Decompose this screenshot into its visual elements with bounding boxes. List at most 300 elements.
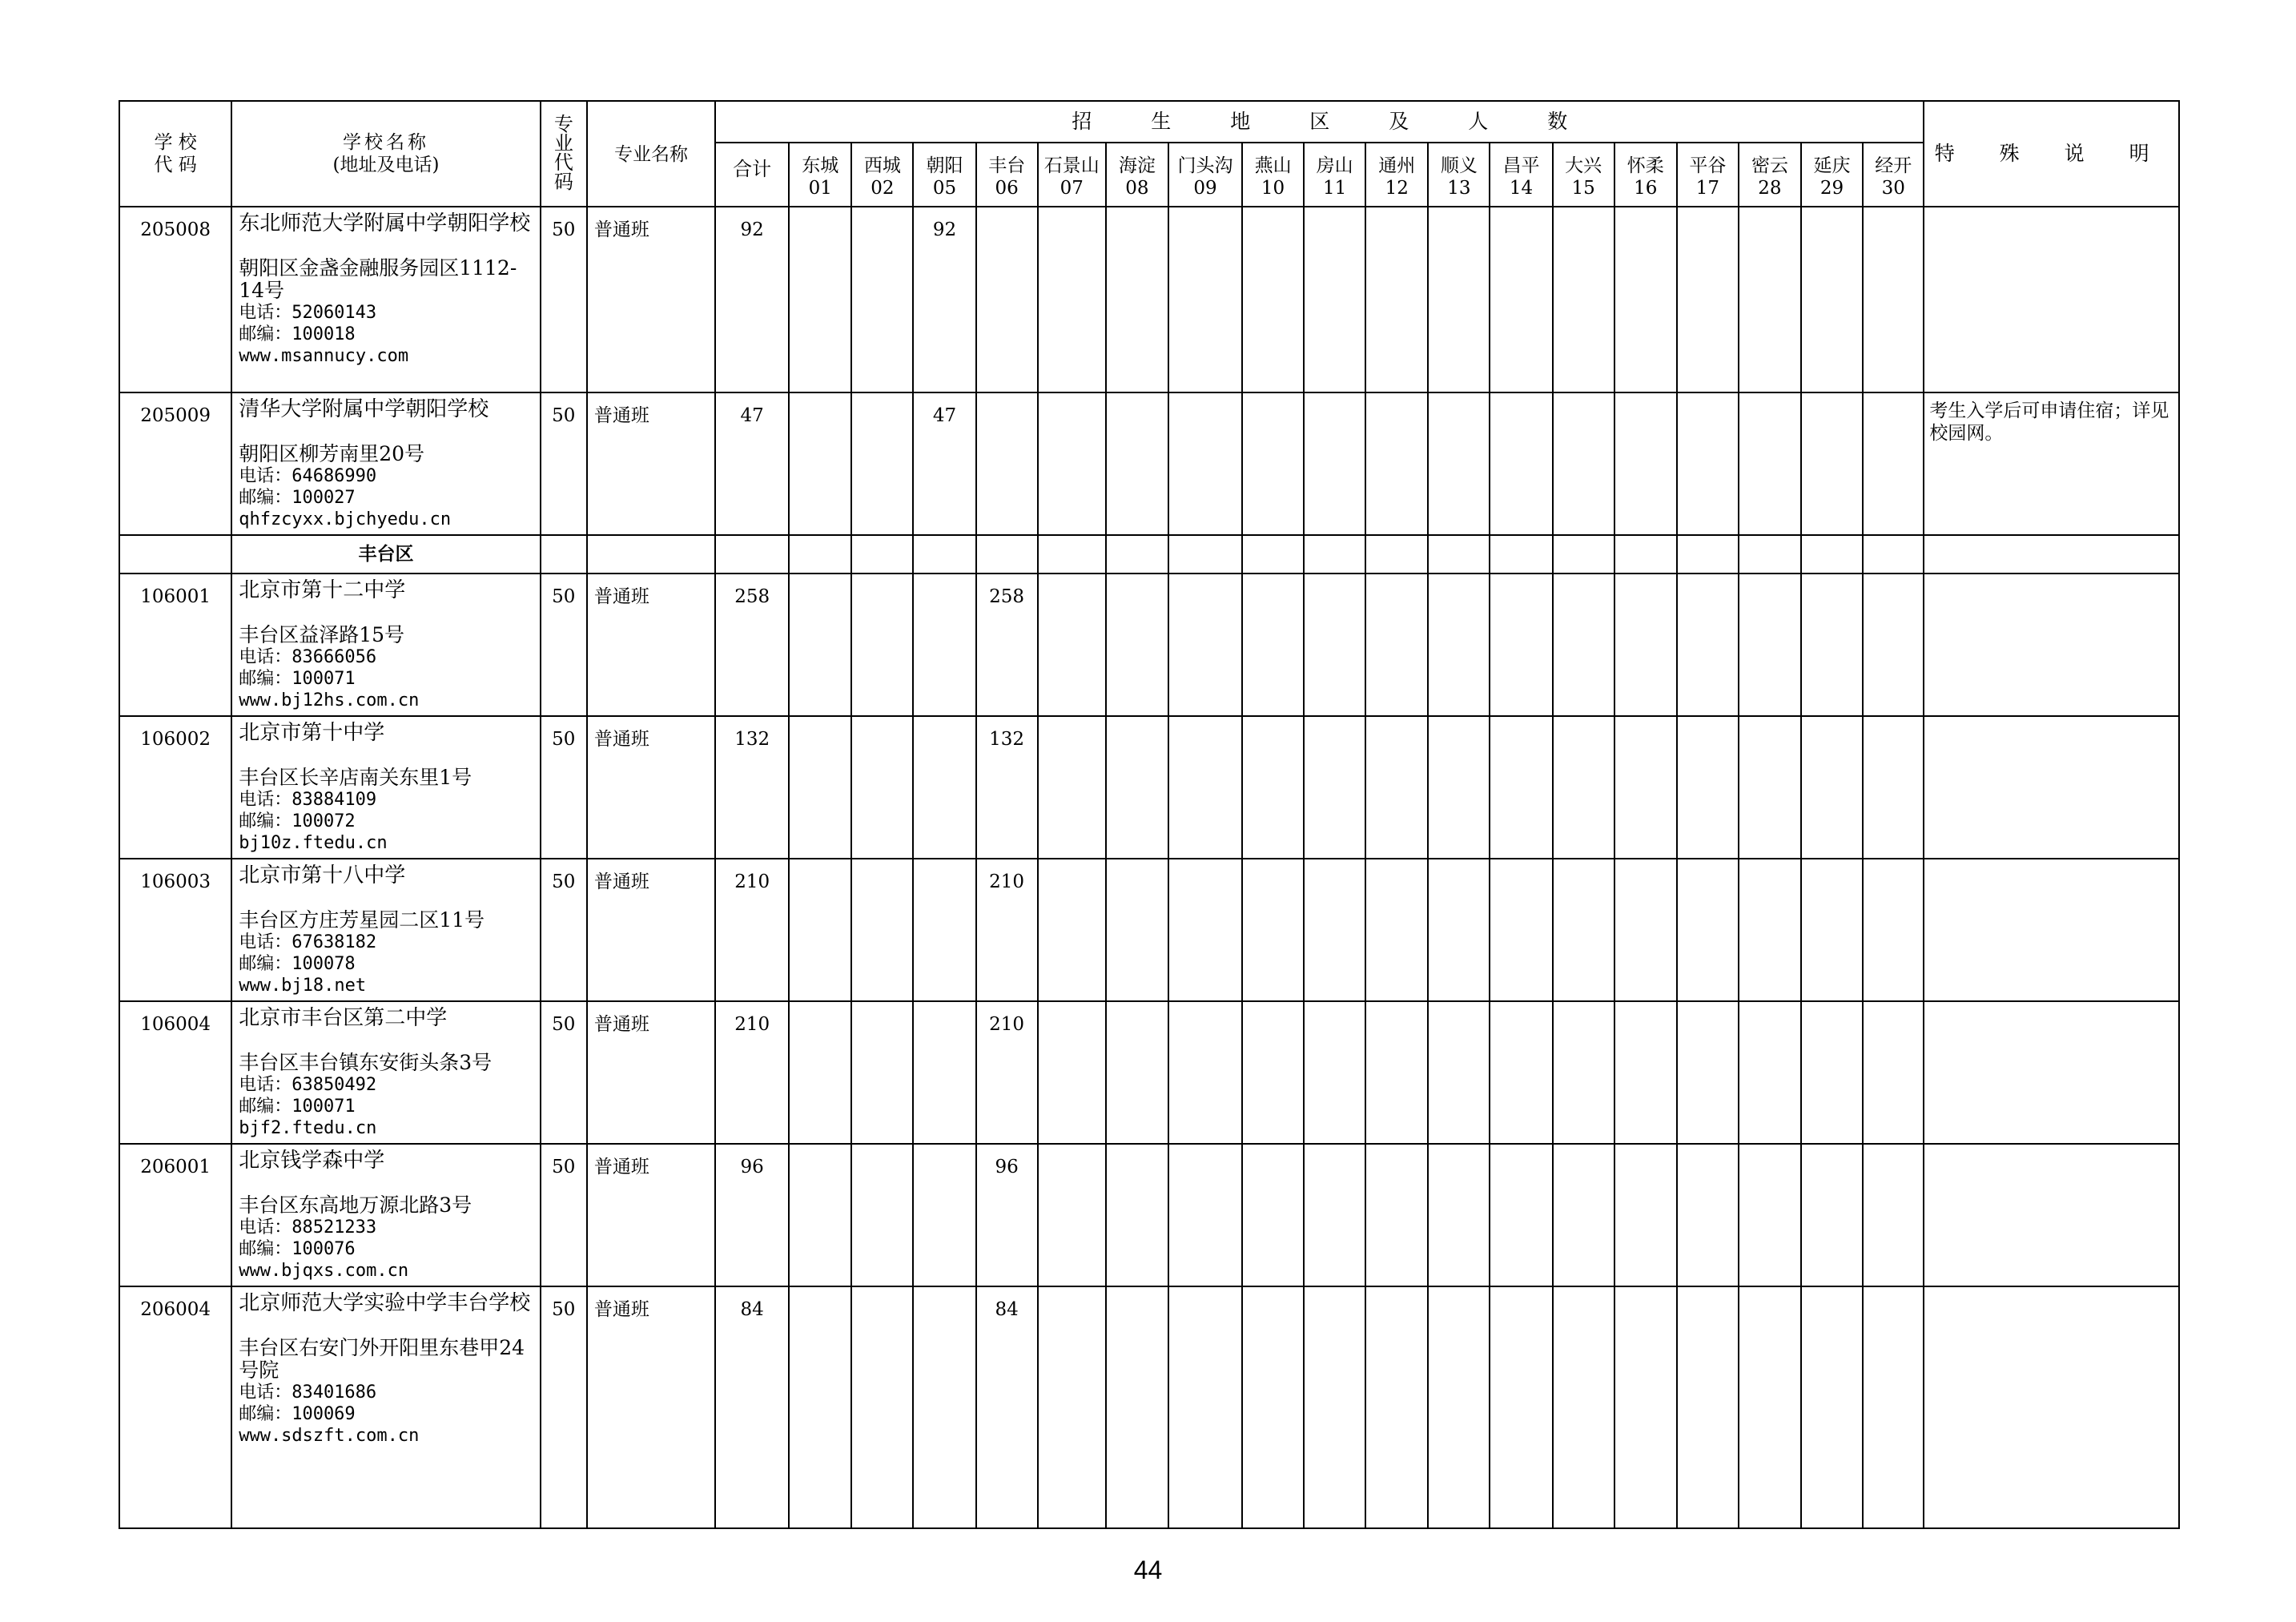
district-count <box>1038 392 1106 535</box>
blank-cell <box>913 535 975 574</box>
district-count <box>1304 574 1365 716</box>
district-header-code: 14 <box>1509 178 1534 199</box>
school-name: 北京市丰台区第二中学 <box>239 1006 448 1030</box>
special-note <box>1924 859 2179 1001</box>
district-count <box>913 1286 975 1528</box>
blank-cell <box>1924 535 2179 574</box>
district-header-name: 燕山 <box>1254 155 1292 176</box>
total-count: 258 <box>715 574 789 716</box>
district-header <box>1038 143 1106 207</box>
district-count <box>1863 859 1924 1001</box>
major-name: 普通班 <box>587 1001 715 1144</box>
district-header-code: 11 <box>1323 178 1347 199</box>
district-count <box>789 716 851 859</box>
school-website: qhfzcyxx.bjchyedu.cn <box>239 509 452 529</box>
major-code: 50 <box>541 859 587 1001</box>
major-code: 50 <box>541 1286 587 1528</box>
major-name: 普通班 <box>587 1286 715 1528</box>
district-count <box>1365 1286 1428 1528</box>
district-count <box>1863 1001 1924 1144</box>
district-count <box>1168 1001 1242 1144</box>
school-postcode: 邮编：100018 <box>239 324 356 344</box>
regions-title: 招生地区及人数 <box>715 101 1924 143</box>
special-note <box>1924 207 2179 392</box>
blank-cell <box>1106 535 1168 574</box>
district-header <box>1106 143 1168 207</box>
district-count <box>1428 1286 1490 1528</box>
district-count <box>1863 574 1924 716</box>
district-header <box>1490 143 1552 207</box>
district-header-code: 07 <box>1060 178 1084 199</box>
school-postcode: 邮编：100069 <box>239 1404 356 1424</box>
district-count <box>1677 859 1739 1001</box>
blank-cell <box>1614 535 1677 574</box>
special-note <box>1924 574 2179 716</box>
district-count <box>1038 1144 1106 1286</box>
district-count <box>1614 574 1677 716</box>
blank-cell <box>1365 535 1428 574</box>
district-count <box>1304 1286 1365 1528</box>
school-phone: 电话：83401686 <box>239 1383 377 1403</box>
district-header <box>976 143 1038 207</box>
district-count <box>1365 1144 1428 1286</box>
district-count <box>1038 1286 1106 1528</box>
special-notes-header: 特 殊 说 明 <box>1924 101 2179 207</box>
school-website: www.msannucy.com <box>239 346 409 366</box>
school-code: 106002 <box>119 716 231 859</box>
district-header-name: 朝阳 <box>926 155 963 176</box>
district-header-code: 09 <box>1193 178 1217 199</box>
blank-cell <box>1490 535 1552 574</box>
district-header-code: 30 <box>1881 178 1905 199</box>
district-count <box>1801 1286 1863 1528</box>
district-count <box>1801 392 1863 535</box>
district-count <box>851 1144 913 1286</box>
district-header <box>1553 143 1614 207</box>
district-header-name: 经开 <box>1875 155 1912 176</box>
district-count <box>1428 207 1490 392</box>
district-count <box>1106 207 1168 392</box>
school-postcode: 邮编：100027 <box>239 488 356 508</box>
district-count <box>1106 574 1168 716</box>
district-count <box>1490 1144 1552 1286</box>
district-count <box>1490 1001 1552 1144</box>
district-count <box>1739 574 1801 716</box>
district-header-name: 东城 <box>802 155 839 176</box>
district-header-name: 丰台 <box>988 155 1026 176</box>
blank-cell <box>1168 535 1242 574</box>
district-count <box>1304 1001 1365 1144</box>
school-address: 丰台区益泽路15号 <box>239 623 405 646</box>
table-row <box>119 1286 2179 1528</box>
district-header-name: 平谷 <box>1689 155 1727 176</box>
district-header-name: 门头沟 <box>1177 155 1233 176</box>
district-count <box>851 716 913 859</box>
total-count: 210 <box>715 1001 789 1144</box>
district-header-name: 延庆 <box>1813 155 1851 176</box>
district-count <box>976 392 1038 535</box>
district-count <box>789 574 851 716</box>
district-count <box>1677 392 1739 535</box>
district-count <box>1168 207 1242 392</box>
district-count <box>1490 574 1552 716</box>
district-count <box>789 1144 851 1286</box>
major-code: 50 <box>541 1001 587 1144</box>
district-count <box>1677 1286 1739 1528</box>
school-code: 205008 <box>119 207 231 392</box>
district-header <box>1168 143 1242 207</box>
enrollment-table <box>119 100 2180 1529</box>
district-count <box>1863 1144 1924 1286</box>
district-count <box>1801 207 1863 392</box>
district-section-label: 丰台区 <box>231 535 541 574</box>
district-count <box>1801 1144 1863 1286</box>
district-count <box>1242 392 1304 535</box>
district-header <box>1677 143 1739 207</box>
major-code: 50 <box>541 392 587 535</box>
district-header-code: 01 <box>808 178 832 199</box>
district-header-code: 06 <box>995 178 1019 199</box>
school-address: 朝阳区金盏金融服务园区1112-14号 <box>239 256 517 302</box>
total-count: 132 <box>715 716 789 859</box>
district-count <box>1106 1001 1168 1144</box>
district-count <box>851 392 913 535</box>
district-count <box>1106 392 1168 535</box>
district-header-code: 17 <box>1695 178 1719 199</box>
district-count <box>1038 859 1106 1001</box>
district-header-name: 密云 <box>1751 155 1788 176</box>
major-name: 普通班 <box>587 207 715 392</box>
school-phone: 电话：83666056 <box>239 647 377 667</box>
school-postcode: 邮编：100071 <box>239 1097 356 1117</box>
school-code: 106001 <box>119 574 231 716</box>
school-address: 丰台区方庄芳星园二区11号 <box>239 908 485 932</box>
special-note: 考生入学后可申请住宿；详见校园网。 <box>1924 392 2179 535</box>
district-count <box>1490 392 1552 535</box>
district-count <box>1428 716 1490 859</box>
district-count: 258 <box>976 574 1038 716</box>
district-count <box>1365 574 1428 716</box>
major-code: 50 <box>541 1144 587 1286</box>
total-count: 96 <box>715 1144 789 1286</box>
blank-cell <box>1801 535 1863 574</box>
district-header-code: 05 <box>932 178 957 199</box>
table-body <box>119 207 2179 1528</box>
district-count <box>1304 716 1365 859</box>
school-info <box>231 1001 541 1144</box>
district-header-code: 16 <box>1634 178 1658 199</box>
district-count <box>913 1144 975 1286</box>
major-code: 50 <box>541 716 587 859</box>
school-address: 丰台区长辛店南关东里1号 <box>239 766 472 789</box>
blank-cell <box>1038 535 1106 574</box>
district-header-name: 昌平 <box>1502 155 1540 176</box>
district-count <box>1242 859 1304 1001</box>
school-code: 206004 <box>119 1286 231 1528</box>
school-phone: 电话：83884109 <box>239 790 377 810</box>
school-name: 北京市第十八中学 <box>239 863 406 887</box>
district-count <box>1428 392 1490 535</box>
district-count: 96 <box>976 1144 1038 1286</box>
district-count <box>1168 574 1242 716</box>
school-info <box>231 392 541 535</box>
district-count <box>789 392 851 535</box>
district-count <box>1614 716 1677 859</box>
school-code: 106003 <box>119 859 231 1001</box>
district-count <box>1168 392 1242 535</box>
district-count <box>1553 1286 1614 1528</box>
district-header <box>1365 143 1428 207</box>
district-header <box>1242 143 1304 207</box>
district-header <box>1739 143 1801 207</box>
school-code: 106004 <box>119 1001 231 1144</box>
district-header <box>1614 143 1677 207</box>
district-count <box>851 1001 913 1144</box>
district-header-code: 13 <box>1447 178 1471 199</box>
total-count: 84 <box>715 1286 789 1528</box>
school-info <box>231 1286 541 1528</box>
school-name: 清华大学附属中学朝阳学校 <box>239 397 489 421</box>
major-code: 50 <box>541 207 587 392</box>
district-count <box>1365 859 1428 1001</box>
special-note <box>1924 1286 2179 1528</box>
district-count <box>1304 859 1365 1001</box>
district-count <box>1801 859 1863 1001</box>
district-count <box>1242 1286 1304 1528</box>
district-count <box>1304 392 1365 535</box>
school-postcode: 邮编：100076 <box>239 1239 356 1259</box>
district-count <box>1614 207 1677 392</box>
school-address: 朝阳区柳芳南里20号 <box>239 442 425 465</box>
district-header-code: 15 <box>1571 178 1595 199</box>
district-count <box>913 716 975 859</box>
district-count <box>1614 1001 1677 1144</box>
blank-cell <box>715 535 789 574</box>
district-count <box>1553 392 1614 535</box>
school-info <box>231 716 541 859</box>
district-header-code: 10 <box>1261 178 1285 199</box>
district-count <box>913 574 975 716</box>
school-website: www.bjqxs.com.cn <box>239 1261 409 1281</box>
district-count <box>1614 859 1677 1001</box>
district-count: 84 <box>976 1286 1038 1528</box>
school-name-header: 学校名称 (地址及电话) <box>231 101 541 207</box>
district-count <box>851 1286 913 1528</box>
district-count <box>1677 1144 1739 1286</box>
special-note <box>1924 716 2179 859</box>
table-row <box>119 207 2179 392</box>
district-count <box>1242 207 1304 392</box>
district-count <box>851 859 913 1001</box>
district-section-row <box>119 535 2179 574</box>
blank-cell <box>541 535 587 574</box>
district-count <box>1168 859 1242 1001</box>
district-count <box>1106 859 1168 1001</box>
district-count <box>1553 716 1614 859</box>
district-count: 47 <box>913 392 975 535</box>
school-website: bjf2.ftedu.cn <box>239 1118 377 1138</box>
district-count <box>789 859 851 1001</box>
district-count <box>1106 1286 1168 1528</box>
district-header <box>851 143 913 207</box>
school-address: 丰台区东高地万源北路3号 <box>239 1193 472 1217</box>
special-note <box>1924 1001 2179 1144</box>
special-note <box>1924 1144 2179 1286</box>
blank-cell <box>1242 535 1304 574</box>
district-count <box>1168 1286 1242 1528</box>
district-count <box>1553 207 1614 392</box>
school-postcode: 邮编：100078 <box>239 954 356 974</box>
district-header <box>913 143 975 207</box>
total-header: 合计 <box>715 143 789 207</box>
district-count <box>789 1001 851 1144</box>
district-count <box>976 207 1038 392</box>
blank-cell <box>1304 535 1365 574</box>
district-count <box>1614 1286 1677 1528</box>
table-row <box>119 859 2179 1001</box>
district-count <box>1428 859 1490 1001</box>
district-count: 92 <box>913 207 975 392</box>
page-number: 44 <box>1133 1556 1163 1584</box>
district-count <box>1863 392 1924 535</box>
district-count <box>1614 1144 1677 1286</box>
district-count <box>1801 716 1863 859</box>
blank-cell <box>1739 535 1801 574</box>
major-code-header: 专业代码 <box>541 101 587 207</box>
blank-cell <box>976 535 1038 574</box>
district-header <box>1863 143 1924 207</box>
district-header <box>1801 143 1863 207</box>
district-count <box>1677 207 1739 392</box>
district-count <box>1677 574 1739 716</box>
district-count <box>1739 1001 1801 1144</box>
school-phone: 电话：64686990 <box>239 466 377 486</box>
district-count <box>1365 392 1428 535</box>
school-phone: 电话：52060143 <box>239 303 377 323</box>
school-info <box>231 859 541 1001</box>
school-code-header: 学 校 代 码 <box>119 101 231 207</box>
major-name: 普通班 <box>587 574 715 716</box>
total-count: 210 <box>715 859 789 1001</box>
district-header-name: 大兴 <box>1565 155 1602 176</box>
district-count: 210 <box>976 1001 1038 1144</box>
school-name: 北京钱学森中学 <box>239 1149 385 1173</box>
school-info <box>231 574 541 716</box>
blank-cell <box>1863 535 1924 574</box>
school-website: www.bj12hs.com.cn <box>239 690 420 710</box>
district-header-code: 29 <box>1820 178 1844 199</box>
table-row <box>119 392 2179 535</box>
major-name: 普通班 <box>587 392 715 535</box>
major-name: 普通班 <box>587 1144 715 1286</box>
district-count <box>913 859 975 1001</box>
table-row <box>119 1001 2179 1144</box>
district-count <box>1863 716 1924 859</box>
district-count <box>1365 207 1428 392</box>
district-count <box>1428 1144 1490 1286</box>
district-header-name: 怀柔 <box>1627 155 1664 176</box>
district-count <box>1490 716 1552 859</box>
district-count <box>1490 859 1552 1001</box>
table-row <box>119 574 2179 716</box>
district-count <box>1490 207 1552 392</box>
school-code: 205009 <box>119 392 231 535</box>
district-count <box>1168 1144 1242 1286</box>
blank-cell <box>1677 535 1739 574</box>
table-header <box>119 101 2179 207</box>
total-count: 92 <box>715 207 789 392</box>
blank-cell <box>789 535 851 574</box>
district-count <box>1168 716 1242 859</box>
district-count <box>1365 716 1428 859</box>
district-count <box>1739 392 1801 535</box>
district-header-code: 28 <box>1758 178 1782 199</box>
blank-cell <box>119 535 231 574</box>
district-count <box>1614 392 1677 535</box>
district-count <box>789 207 851 392</box>
school-address: 丰台区右安门外开阳里东巷甲24号院 <box>239 1336 525 1382</box>
district-header-code: 08 <box>1125 178 1149 199</box>
district-header-name: 海淀 <box>1118 155 1156 176</box>
district-header-code: 02 <box>871 178 895 199</box>
school-phone: 电话：63850492 <box>239 1075 377 1095</box>
table-row <box>119 1144 2179 1286</box>
school-address: 丰台区丰台镇东安街头条3号 <box>239 1051 493 1074</box>
major-code: 50 <box>541 574 587 716</box>
district-header-name: 通州 <box>1378 155 1416 176</box>
school-phone: 电话：67638182 <box>239 932 377 952</box>
district-count <box>789 1286 851 1528</box>
district-header-name: 西城 <box>863 155 901 176</box>
district-count <box>1106 1144 1168 1286</box>
district-count <box>1553 574 1614 716</box>
district-count <box>1677 1001 1739 1144</box>
district-count <box>1553 859 1614 1001</box>
blank-cell <box>1428 535 1490 574</box>
district-count <box>1801 574 1863 716</box>
district-header-code: 12 <box>1385 178 1409 199</box>
district-count <box>1106 716 1168 859</box>
district-count <box>1428 1001 1490 1144</box>
school-name: 东北师范大学附属中学朝阳学校 <box>239 211 531 235</box>
district-count <box>1801 1001 1863 1144</box>
district-count <box>1038 1001 1106 1144</box>
district-count <box>1038 716 1106 859</box>
district-header-name: 石景山 <box>1043 155 1100 176</box>
total-count: 47 <box>715 392 789 535</box>
school-info <box>231 1144 541 1286</box>
school-name: 北京师范大学实验中学丰台学校 <box>239 1291 531 1315</box>
school-name: 北京市第十二中学 <box>239 578 406 602</box>
district-count <box>1553 1001 1614 1144</box>
school-name: 北京市第十中学 <box>239 721 385 745</box>
district-count <box>1739 207 1801 392</box>
district-count <box>1553 1144 1614 1286</box>
district-count <box>1863 1286 1924 1528</box>
district-count <box>1863 207 1924 392</box>
district-count <box>1038 574 1106 716</box>
major-name: 普通班 <box>587 716 715 859</box>
district-count <box>1739 1286 1801 1528</box>
school-postcode: 邮编：100072 <box>239 811 356 831</box>
district-header <box>1304 143 1365 207</box>
district-count <box>851 207 913 392</box>
district-count <box>1242 1144 1304 1286</box>
district-count: 132 <box>976 716 1038 859</box>
district-count <box>1038 207 1106 392</box>
major-name: 普通班 <box>587 859 715 1001</box>
district-header-name: 顺义 <box>1440 155 1478 176</box>
